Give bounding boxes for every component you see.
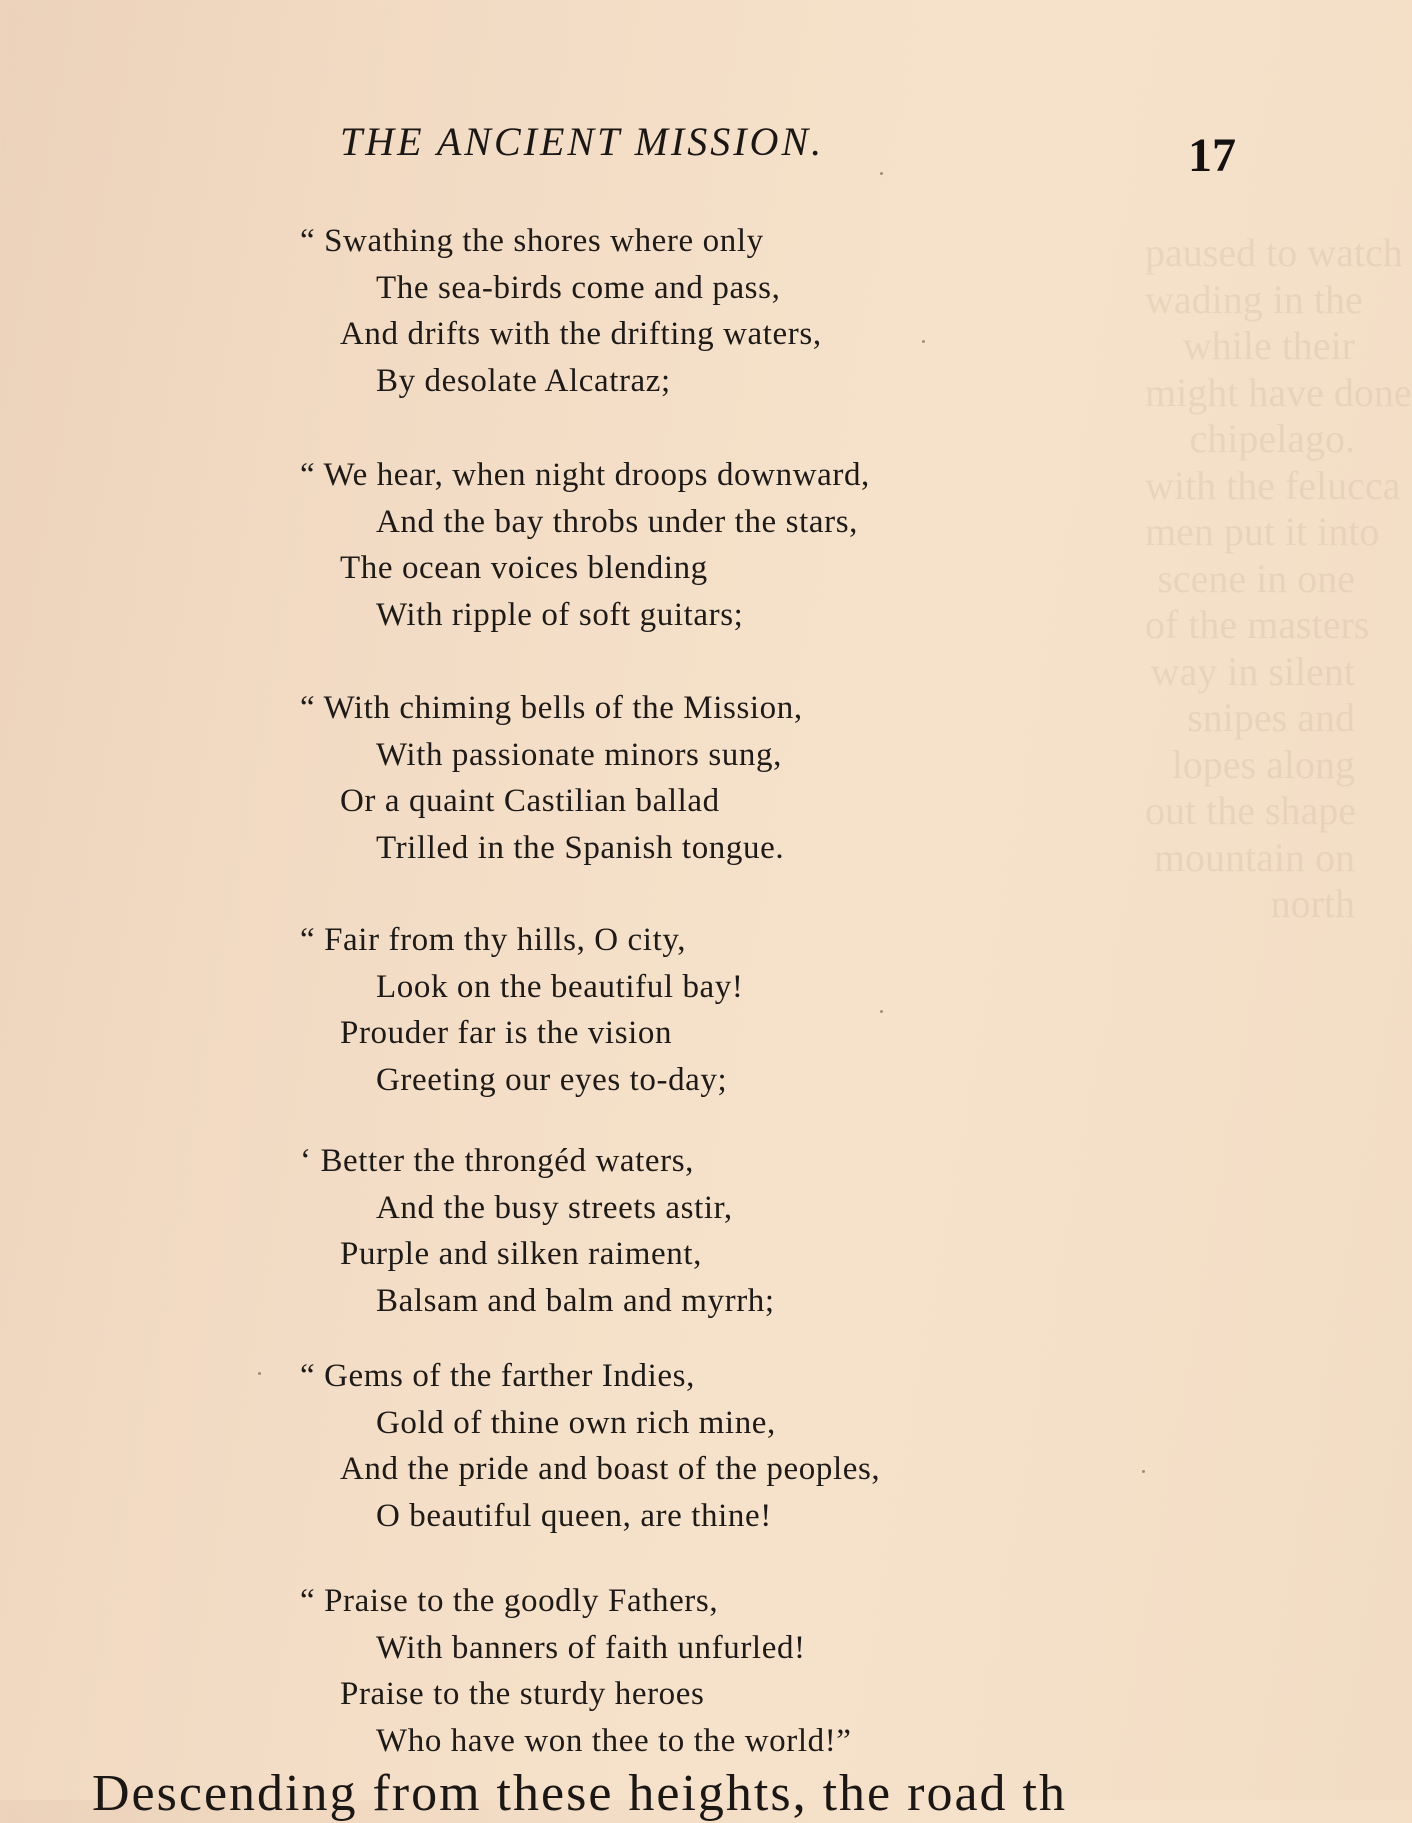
verse-line: Greeting our eyes to-day; [376, 1061, 728, 1098]
verse-line: And the busy streets astir, [376, 1189, 733, 1226]
verse-line: And drifts with the drifting waters, [340, 316, 822, 352]
verse-line: ‘ Better the throngéd waters, [300, 1143, 695, 1179]
verse-line: Who have won thee to the world!” [376, 1722, 852, 1759]
paper-speck [258, 1372, 261, 1375]
bleed-through-text: paused to watch wading in the while their might have done chipelago. with the felucca men put it into scene in one of the masters way in silent snipes and lopes along out the shape mountain on north [1145, 230, 1412, 926]
verse-line: O beautiful queen, are thine! [376, 1497, 772, 1534]
verse-line: By desolate Alcatraz; [376, 362, 671, 399]
verse-line: Gold of thine own rich mine, [376, 1404, 776, 1441]
verse-line: “ Praise to the goodly Fathers, [300, 1583, 719, 1619]
running-head: THE ANCIENT MISSION. [340, 119, 825, 164]
stanza-5 [300, 1138, 1060, 1324]
verse-line: “ Swathing the shores where only [300, 223, 764, 259]
stanza-4 [300, 917, 1060, 1103]
paper-speck [880, 1010, 883, 1013]
verse-line: “ We hear, when night droops downward, [300, 457, 870, 493]
body-text-line: Descending from these heights, the road th [92, 1765, 1067, 1822]
verse-line: Purple and silken raiment, [340, 1236, 703, 1272]
paper-speck [922, 340, 925, 343]
verse-line: Trilled in the Spanish tongue. [376, 829, 785, 866]
stanza-6 [300, 1353, 1060, 1539]
verse-line: Balsam and balm and myrrh; [376, 1282, 775, 1319]
verse-line: Or a quaint Castilian ballad [340, 783, 720, 819]
stanza-2 [300, 452, 1060, 638]
verse-line: With passionate minors sung, [376, 736, 782, 773]
stanza-7 [300, 1578, 1060, 1764]
verse-line: “ Fair from thy hills, O city, [300, 922, 687, 958]
verse-line: With ripple of soft guitars; [376, 596, 744, 633]
verse-line: Prouder far is the vision [340, 1015, 673, 1051]
verse-line: “ With chiming bells of the Mission, [300, 690, 803, 726]
verse-line: The sea-birds come and pass, [376, 269, 781, 306]
stanza-3 [300, 685, 1060, 871]
verse-line: Praise to the sturdy heroes [340, 1676, 705, 1712]
paper-speck [880, 172, 883, 175]
page-number: 17 [1188, 129, 1236, 182]
verse-line: And the pride and boast of the peoples, [340, 1451, 881, 1487]
verse-line: The ocean voices blending [340, 550, 708, 586]
paper-speck [1142, 1470, 1145, 1473]
verse-line: Look on the beautiful bay! [376, 968, 744, 1005]
verse-line: With banners of faith unfurled! [376, 1629, 806, 1666]
verse-line: And the bay throbs under the stars, [376, 503, 858, 540]
stanza-1 [300, 218, 1060, 404]
verse-line: “ Gems of the farther Indies, [300, 1358, 695, 1394]
